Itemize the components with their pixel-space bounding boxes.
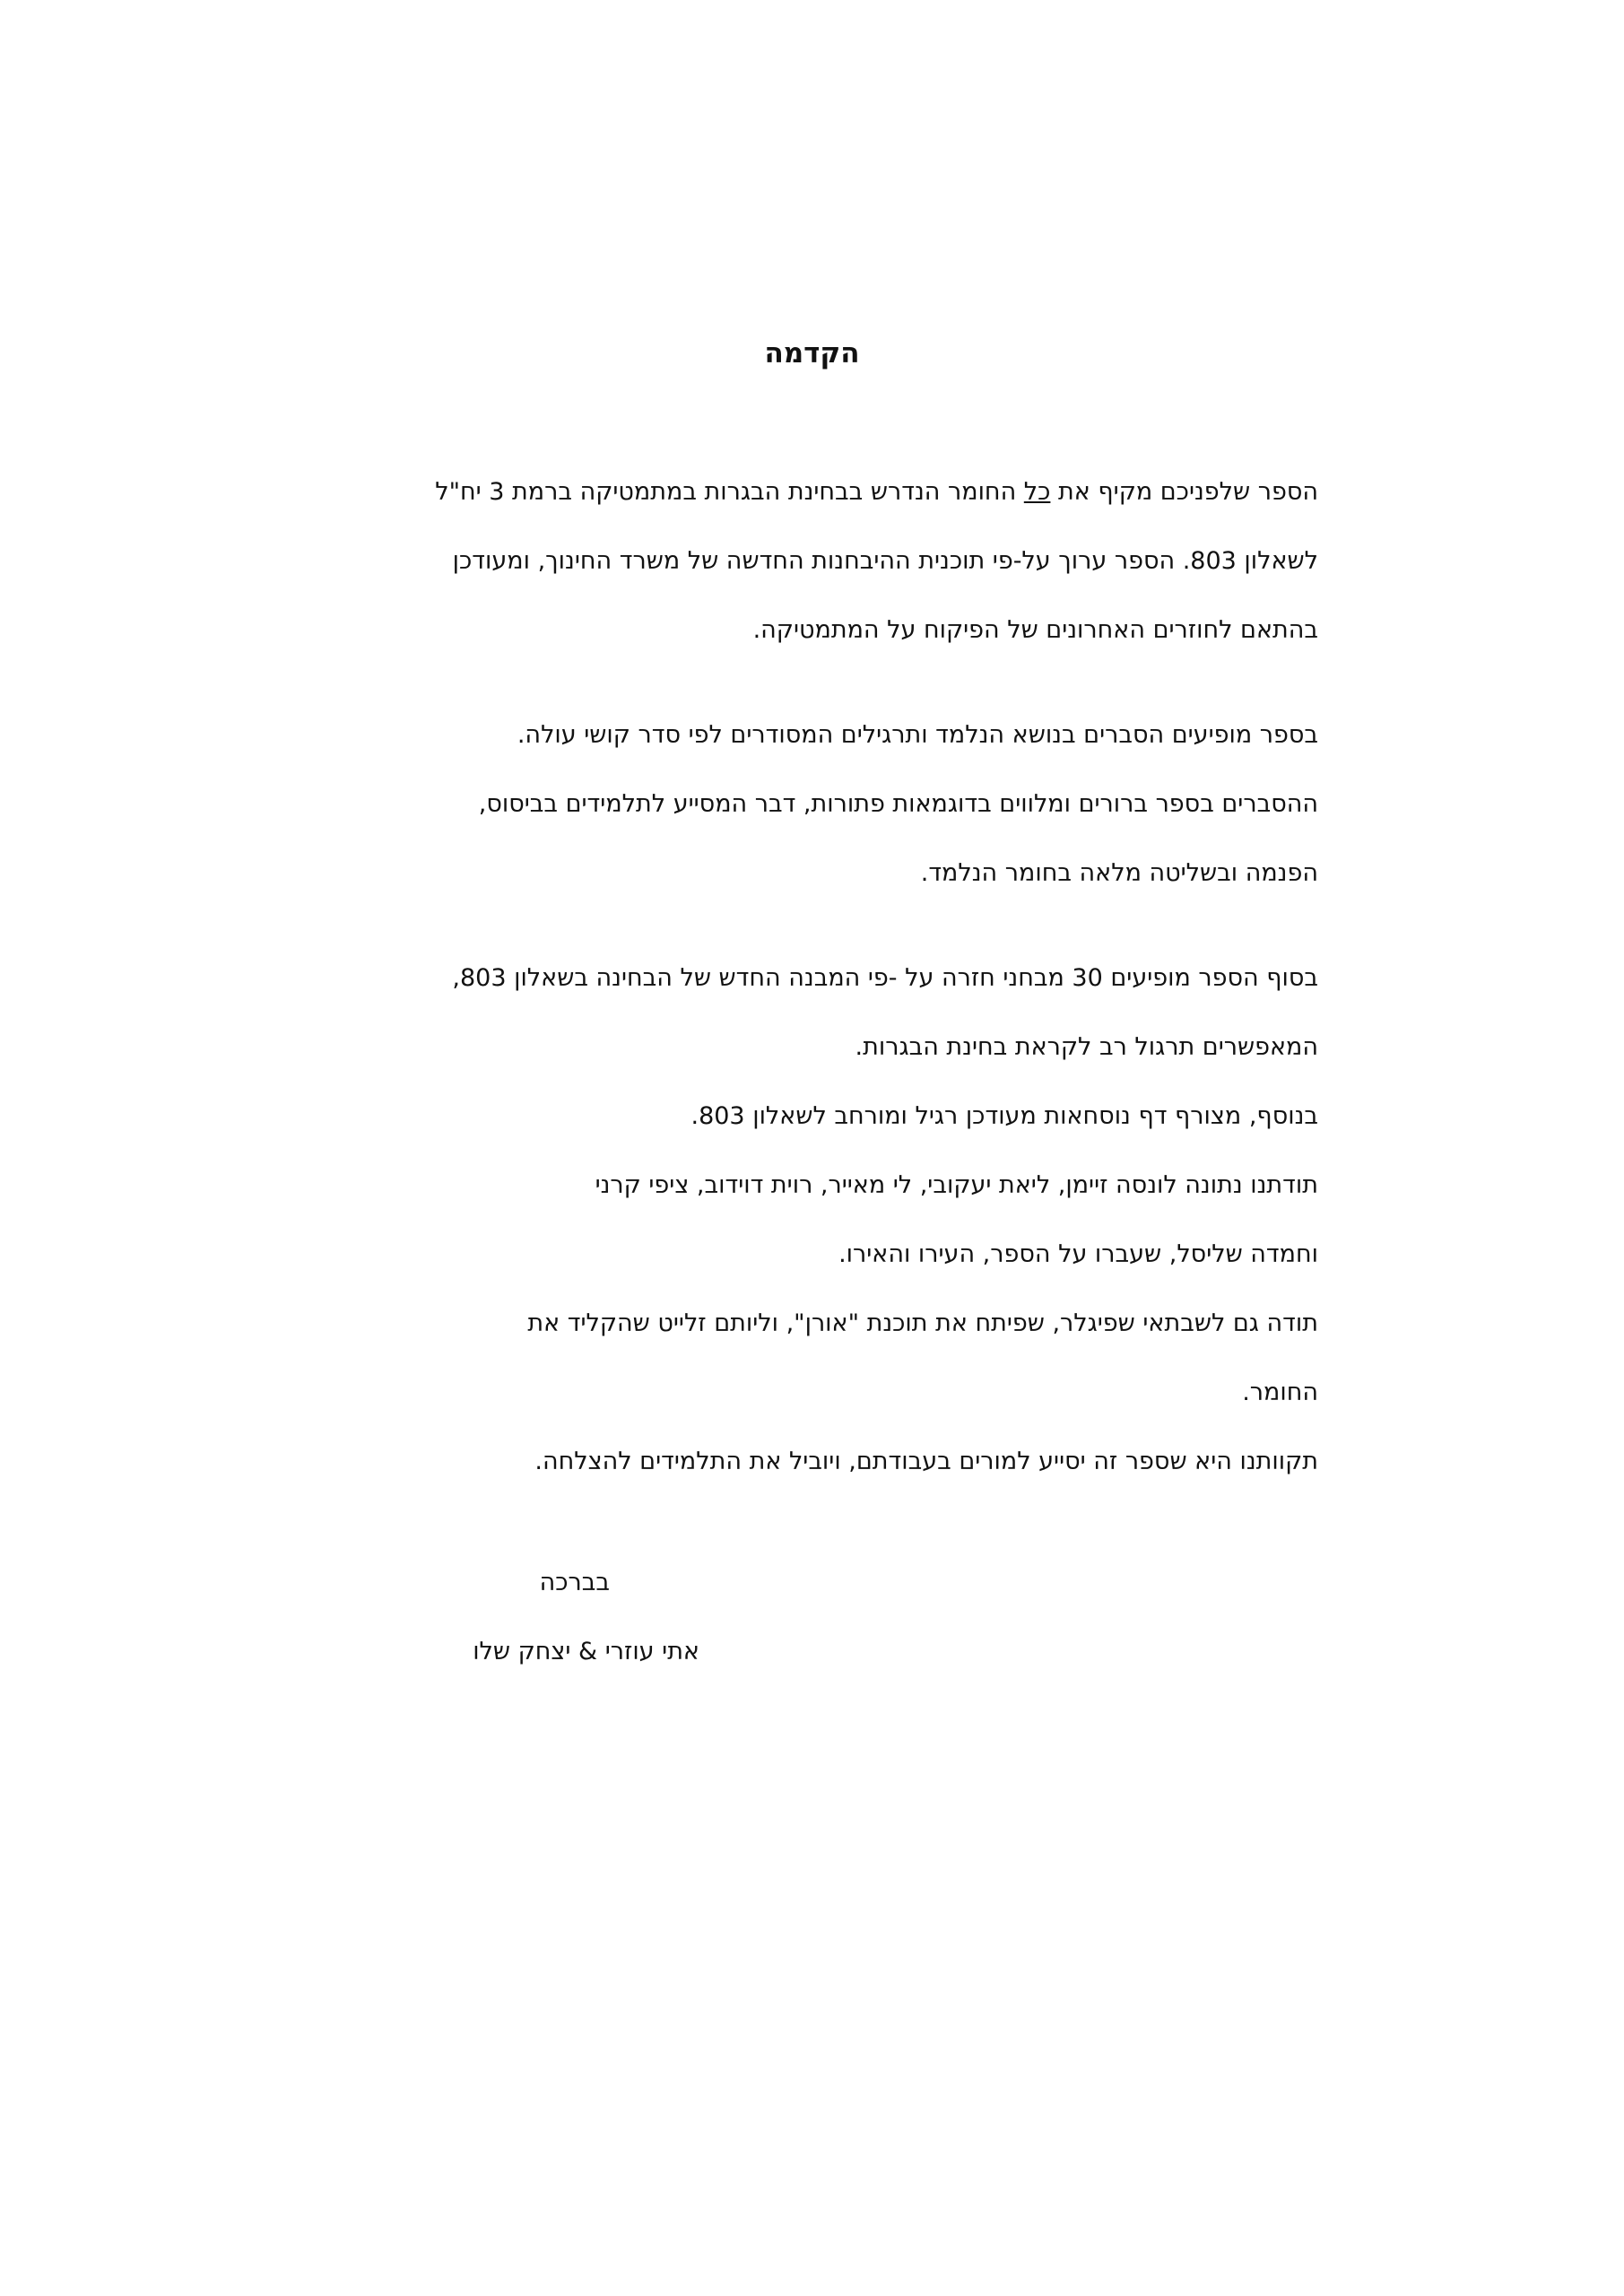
paragraph-1-line-3: בהתאם לחוזרים האחרונים של הפיקוח על המתמטיקה. (752, 616, 1318, 644)
paragraph-3-line-3: בנוסף, מצורף דף נוסחאות מעודכן רגיל ומורחב לשאלון 803. (690, 1102, 1318, 1130)
paragraph-2-line-2: ההסברים בספר ברורים ומלווים בדוגמאות פתורות, דבר המסייע לתלמידים בביסוס, (478, 790, 1318, 818)
paragraph-3-line-4: תודתנו נתונה לונסה זיימן, ליאת יעקובי, לי מאייר, רוית דוידוב, ציפי קרני (595, 1171, 1318, 1199)
paragraph-2-line-1: בספר מופיעים הסברים בנושא הנלמד ותרגילים המסודרים לפי סדר קושי עולה. (517, 721, 1318, 749)
underlined-word: כל (1023, 478, 1051, 506)
page-title: הקדמה (764, 337, 860, 370)
paragraph-1-line-2: לשאלון 803. הספר ערוך על-פי תוכנית ההיבחנות החדשה של משרד החינוך, ומעודכן (452, 547, 1318, 575)
text-segment: החומר הנדרש בבחינת הבגרות במתמטיקה ברמת 3 יח"ל (435, 478, 1024, 506)
preface-body (332, 457, 1318, 1496)
paragraph-3-line-8: תקוותנו היא שספר זה יסייע למורים בעבודתם, ויוביל את התלמידים להצלחה. (534, 1448, 1318, 1475)
paragraph-gap (332, 908, 1318, 944)
paragraph-3-line-5: וחמדה שליסל, שעברו על הספר, העירו והאירו. (838, 1240, 1318, 1268)
authors: אתי עוזרי & יצחק שלו (473, 1638, 699, 1665)
paragraph-3-line-1: בסוף הספר מופיעים 30 מבחני חזרה על -פי המבנה החדש של הבחינה בשאלון 803, (452, 964, 1318, 992)
greeting: בברכה (539, 1569, 610, 1596)
paragraph-gap (332, 665, 1318, 700)
paragraph-3-line-2: המאפשרים תרגול רב לקראת בחינת הבגרות. (855, 1033, 1318, 1061)
paragraph-3-line-6: תודה גם לשבתאי שפיגלר, שפיתח את תוכנת "אורן", וליותם זלייט שהקליד את (527, 1309, 1318, 1337)
paragraph-2-line-3: הפנמה ובשליטה מלאה בחומר הנלמד. (920, 859, 1318, 887)
paragraph-1-line-1 (332, 457, 1318, 526)
paragraph-3-line-7: החומר. (1242, 1378, 1318, 1406)
text-segment: הספר שלפניכם מקיף את (1050, 478, 1318, 506)
